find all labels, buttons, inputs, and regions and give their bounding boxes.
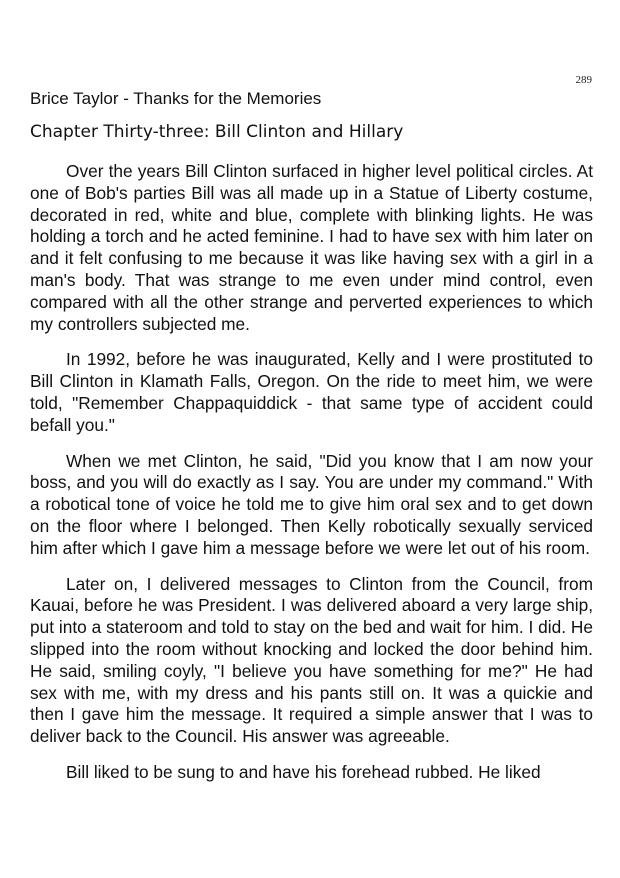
paragraph: Bill liked to be sung to and have his forehead rubbed. He liked (66, 761, 541, 782)
paragraph: When we met Clinton, he said, "Did you know that I am now your boss, and you will do exactly as I say. You are under my command." With a robotical tone of voice he told me to give him oral sex and to get down on the floor where I belonged. Then Kelly robotically sexually serviced him after which I gave him a message before we were let out of his room. (30, 450, 593, 558)
running-head: Brice Taylor - Thanks for the Memories (30, 89, 322, 108)
paragraph: In 1992, before he was inaugurated, Kelly and I were prostituted to Bill Clinton in Klamath Falls, Oregon. On the ride to meet him, we were told, "Remember Chappaquiddick - that same type of accident could befall you." (30, 349, 593, 435)
paragraph: Over the years Bill Clinton surfaced in higher level political circles. At one of Bob's parties Bill was all made up in a Statue of Liberty costume, decorated in red, white and blue, complete with blinking lights. He was holding a torch and he acted feminine. I had to have sex with him later on and it felt confusing to me because it was like having sex with a girl in a man's body. That was strange to me even under mind control, even compared with all the other strange and perverted experiences to which my controllers subjected me. (30, 161, 593, 334)
chapter-title: Chapter Thirty-three: Bill Clinton and Hillary (30, 122, 404, 142)
page-number: 289 (575, 74, 592, 86)
paragraph: Later on, I delivered messages to Clinton from the Council, from Kauai, before he was President. I was delivered aboard a very large ship, put into a stateroom and told to stay on the bed and wait for him. I did. He slipped into the room without knocking and locked the door behind him. He said, smiling coyly, "I believe you have something for me?" He had sex with me, with my dress and his pants still on. It was a quickie and then I gave him the message. It required a simple answer that I was to deliver back to the Council. His answer was agreeable. (30, 573, 593, 747)
body-text (30, 161, 593, 784)
